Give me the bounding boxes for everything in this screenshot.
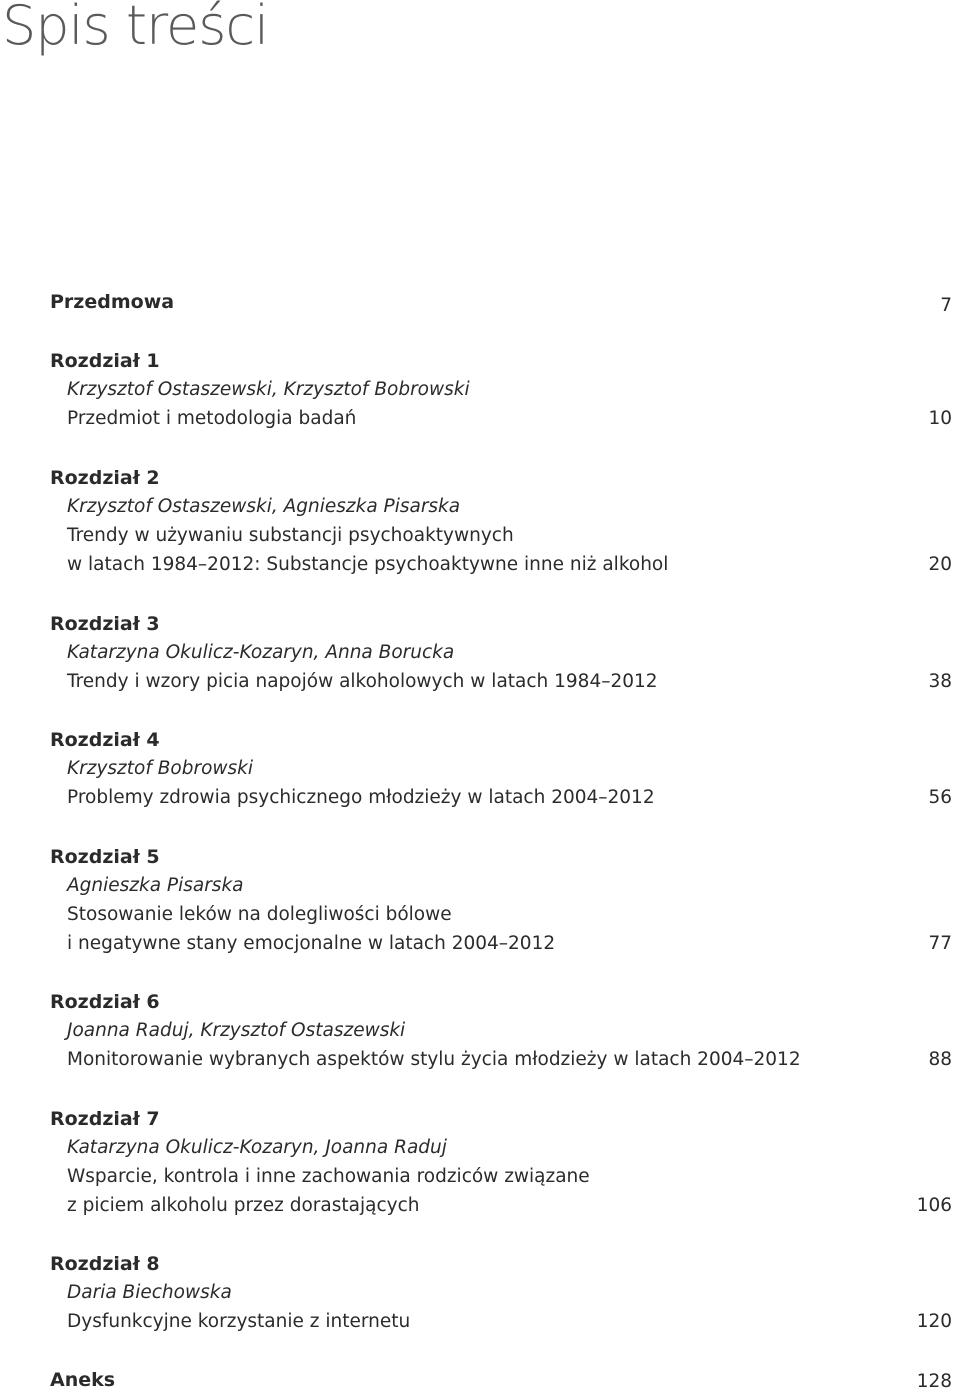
toc-entry-heading: Rozdział 4 bbox=[50, 729, 160, 751]
toc-entry-title: Wsparcie, kontrola i inne zachowania rodziców związane bbox=[67, 1166, 590, 1187]
page-title: Spis treści bbox=[2, 0, 269, 57]
toc-entry-heading: Rozdział 6 bbox=[50, 991, 160, 1013]
toc-entry-title: Problemy zdrowia psychicznego młodzieży w latach 2004–2012 bbox=[67, 787, 655, 808]
toc-entry-title: z piciem alkoholu przez dorastających bbox=[67, 1195, 420, 1216]
toc-entry-heading: Rozdział 1 bbox=[50, 350, 160, 372]
toc-entry-author: Joanna Raduj, Krzysztof Ostaszewski bbox=[67, 1020, 406, 1041]
toc-entry-author: Krzysztof Ostaszewski, Agnieszka Pisarska bbox=[67, 496, 461, 517]
toc-entry-title: Stosowanie leków na dolegliwości bólowe bbox=[67, 904, 452, 925]
toc-entry-title: Dysfunkcyjne korzystanie z internetu bbox=[67, 1311, 411, 1332]
toc-entry-page-number: 128 bbox=[916, 1371, 952, 1392]
toc-entry-heading: Aneks bbox=[50, 1369, 116, 1391]
toc-entry-title: Przedmiot i metodologia badań bbox=[67, 408, 357, 429]
toc-entry-heading: Rozdział 8 bbox=[50, 1253, 160, 1275]
toc-entry-author: Daria Biechowska bbox=[67, 1282, 232, 1303]
toc-entry-heading: Rozdział 5 bbox=[50, 846, 160, 868]
toc-entry-page-number: 88 bbox=[928, 1049, 952, 1070]
toc-entry-heading: Rozdział 7 bbox=[50, 1108, 160, 1130]
toc-entry-page-number: 120 bbox=[916, 1311, 952, 1332]
toc-entry-title: i negatywne stany emocjonalne w latach 2004–2012 bbox=[67, 933, 556, 954]
toc-entry-title: Trendy w używaniu substancji psychoaktywnych bbox=[67, 525, 514, 546]
toc-entry-page-number: 38 bbox=[928, 671, 952, 692]
toc-entry-page-number: 77 bbox=[928, 933, 952, 954]
toc-entry-author: Krzysztof Ostaszewski, Krzysztof Bobrowski bbox=[67, 379, 470, 400]
toc-entry-title: w latach 1984–2012: Substancje psychoaktywne inne niż alkohol bbox=[67, 554, 669, 575]
toc-entry-author: Katarzyna Okulicz-Kozaryn, Joanna Raduj bbox=[67, 1137, 447, 1158]
toc-entry-heading: Rozdział 2 bbox=[50, 467, 160, 489]
toc-entry-page-number: 20 bbox=[928, 554, 952, 575]
toc-entry-page-number: 7 bbox=[940, 295, 952, 316]
toc-entry-author: Krzysztof Bobrowski bbox=[67, 758, 254, 779]
toc-entry-title: Trendy i wzory picia napojów alkoholowych w latach 1984–2012 bbox=[67, 671, 658, 692]
toc-entry-author: Agnieszka Pisarska bbox=[67, 875, 244, 896]
toc-entry-page-number: 10 bbox=[928, 408, 952, 429]
toc-entry-title: Monitorowanie wybranych aspektów stylu życia młodzieży w latach 2004–2012 bbox=[67, 1049, 801, 1070]
toc-entry-author: Katarzyna Okulicz-Kozaryn, Anna Borucka bbox=[67, 642, 455, 663]
toc-entry-page-number: 106 bbox=[916, 1195, 952, 1216]
toc-entry-heading: Przedmowa bbox=[50, 291, 175, 313]
toc-entry-page-number: 56 bbox=[928, 787, 952, 808]
toc-entry-heading: Rozdział 3 bbox=[50, 613, 160, 635]
